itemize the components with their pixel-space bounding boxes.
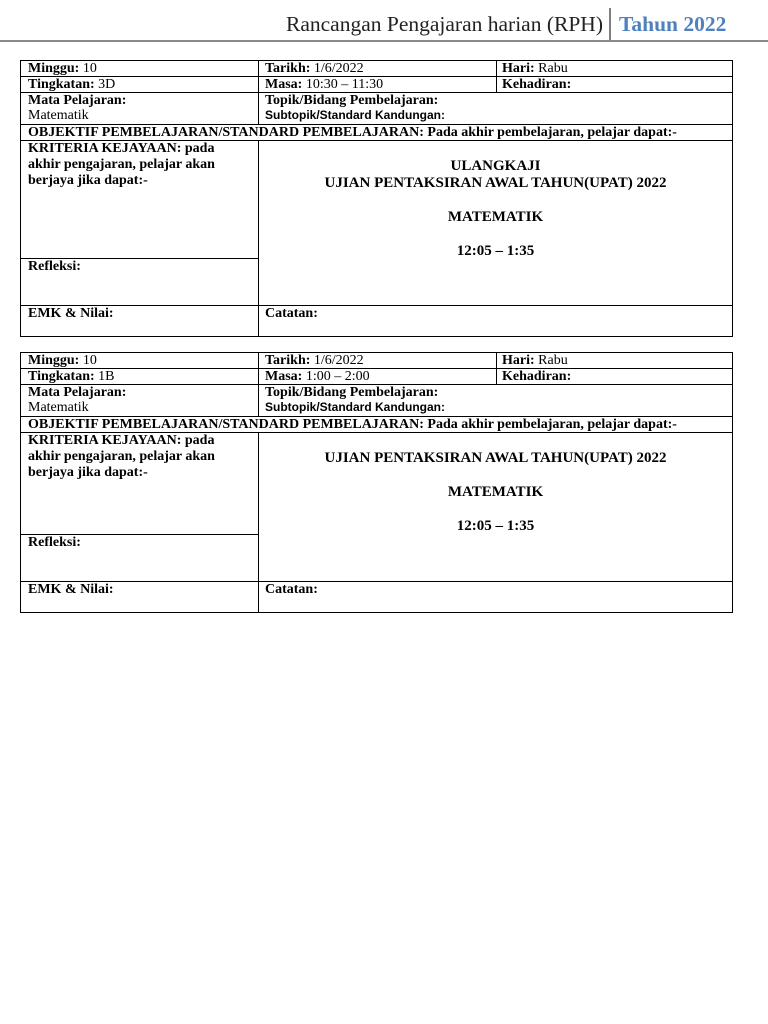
activity-subject: MATEMATIK: [447, 209, 544, 225]
subject-value: Matematik: [28, 108, 89, 123]
time-cell: [259, 77, 496, 92]
subject-label: Mata Pelajaran:: [28, 93, 127, 108]
subject-value: Matematik: [28, 400, 89, 415]
header-rule: [0, 40, 768, 42]
activity-cell: [259, 433, 732, 581]
week-value: 10: [82, 61, 97, 76]
time-value: 1:00 – 2:00: [305, 369, 370, 384]
day-cell: [497, 61, 732, 76]
week-cell: [21, 61, 258, 76]
activity-heading-line: UJIAN PENTAKSIRAN AWAL TAHUN(UPAT) 2022: [324, 175, 667, 191]
success-criteria-cell: KRITERIA KEJAYAAN: pada akhir pengajaran, pelajar akan berjaya jika dapat:-: [21, 141, 258, 258]
attendance-label: Kehadiran:: [502, 77, 572, 92]
day-cell: [497, 353, 732, 368]
class-label: Tingkatan:: [28, 77, 95, 92]
time-cell: [259, 369, 496, 384]
attendance-cell: [497, 369, 732, 384]
date-cell: [259, 61, 496, 76]
day-value: Rabu: [538, 61, 568, 76]
week-value: 10: [82, 353, 97, 368]
activity-time: 12:05 – 1:35: [456, 518, 535, 534]
subtopic-label: Subtopik/Standard Kandungan:: [265, 400, 445, 414]
day-label: Hari:: [502, 353, 535, 368]
subtopic-label: Subtopik/Standard Kandungan:: [265, 108, 445, 122]
notes-cell: Catatan:: [259, 306, 732, 336]
reflection-cell: Refleksi:: [21, 259, 258, 305]
topic-label: Topik/Bidang Pembelajaran:: [265, 93, 439, 108]
class-value: 3D: [98, 77, 116, 92]
emk-values-cell: EMK & Nilai:: [21, 582, 258, 612]
lesson-plan-table: [20, 60, 733, 337]
success-criteria-cell: KRITERIA KEJAYAAN: pada akhir pengajaran, pelajar akan berjaya jika dapat:-: [21, 433, 258, 534]
header-divider: [609, 8, 611, 41]
topic-label: Topik/Bidang Pembelajaran:: [265, 385, 439, 400]
topic-cell: [259, 93, 732, 124]
date-value: 1/6/2022: [313, 353, 364, 368]
activity-heading-line: UJIAN PENTAKSIRAN AWAL TAHUN(UPAT) 2022: [324, 450, 667, 466]
topic-cell: [259, 385, 732, 416]
week-cell: [21, 353, 258, 368]
day-value: Rabu: [538, 353, 568, 368]
date-label: Tarikh:: [265, 353, 311, 368]
objective-cell: OBJEKTIF PEMBELAJARAN/STANDARD PEMBELAJARAN: Pada akhir pembelajaran, pelajar dapat:-: [21, 417, 732, 432]
class-value: 1B: [98, 369, 115, 384]
class-label: Tingkatan:: [28, 369, 95, 384]
time-label: Masa:: [265, 369, 303, 384]
attendance-label: Kehadiran:: [502, 369, 572, 384]
day-label: Hari:: [502, 61, 535, 76]
time-value: 10:30 – 11:30: [305, 77, 384, 92]
class-cell: [21, 369, 258, 384]
attendance-cell: [497, 77, 732, 92]
reflection-cell: Refleksi:: [21, 535, 258, 581]
class-cell: [21, 77, 258, 92]
week-label: Minggu:: [28, 61, 80, 76]
date-cell: [259, 353, 496, 368]
notes-cell: Catatan:: [259, 582, 732, 612]
objective-cell: OBJEKTIF PEMBELAJARAN/STANDARD PEMBELAJARAN: Pada akhir pembelajaran, pelajar dapat:-: [21, 125, 732, 140]
activity-heading-line: ULANGKAJI: [450, 158, 541, 174]
emk-values-cell: EMK & Nilai:: [21, 306, 258, 336]
subject-label: Mata Pelajaran:: [28, 385, 127, 400]
date-label: Tarikh:: [265, 61, 311, 76]
activity-cell: [259, 141, 732, 305]
activity-subject: MATEMATIK: [447, 484, 544, 500]
subject-cell: [21, 385, 258, 416]
document-title: Rancangan Pengajaran harian (RPH): [285, 12, 603, 36]
lesson-plan-table: [20, 352, 733, 613]
subject-cell: [21, 93, 258, 124]
year-label: Tahun 2022: [619, 12, 727, 36]
week-label: Minggu:: [28, 353, 80, 368]
time-label: Masa:: [265, 77, 303, 92]
date-value: 1/6/2022: [313, 61, 364, 76]
activity-time: 12:05 – 1:35: [456, 243, 535, 259]
